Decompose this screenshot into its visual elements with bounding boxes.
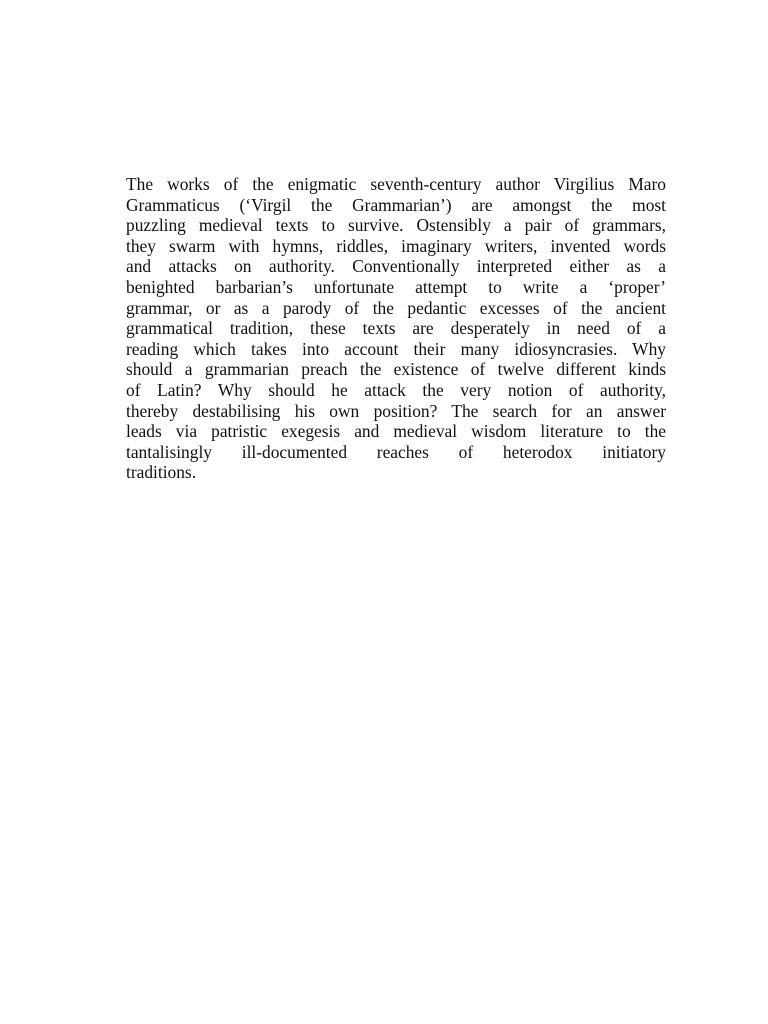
- abstract-line: grammatical tradition, these texts are desperately in need of a: [126, 318, 666, 339]
- abstract-line: and attacks on authority. Conventionally interpreted either as a: [126, 256, 666, 277]
- abstract-line: benighted barbarian’s unfortunate attempt to write a ‘proper’: [126, 276, 666, 297]
- abstract-line: thereby destabilising his own position? The search for an answer: [126, 400, 666, 421]
- abstract-line: The works of the enigmatic seventh-century author Virgilius Maro: [126, 174, 666, 194]
- abstract-line: traditions.: [126, 462, 197, 483]
- abstract-line: grammar, or as a parody of the pedantic excesses of the ancient: [126, 297, 666, 318]
- abstract-line: of Latin? Why should he attack the very notion of authority,: [126, 379, 666, 400]
- abstract-line: Grammaticus (‘Virgil the Grammarian’) are amongst the most: [126, 194, 666, 215]
- abstract-paragraph: [126, 174, 666, 483]
- abstract-line: should a grammarian preach the existence of twelve different kinds: [126, 359, 666, 380]
- abstract-line: puzzling medieval texts to survive. Ostensibly a pair of grammars,: [126, 215, 666, 236]
- abstract-line: reading which takes into account their many idiosyncrasies. Why: [126, 338, 666, 359]
- abstract-line: tantalisingly ill-documented reaches of heterodox initiatory: [126, 441, 666, 462]
- abstract-line: they swarm with hymns, riddles, imaginary writers, invented words: [126, 235, 666, 256]
- abstract-line: leads via patristic exegesis and medieval wisdom literature to the: [126, 421, 666, 442]
